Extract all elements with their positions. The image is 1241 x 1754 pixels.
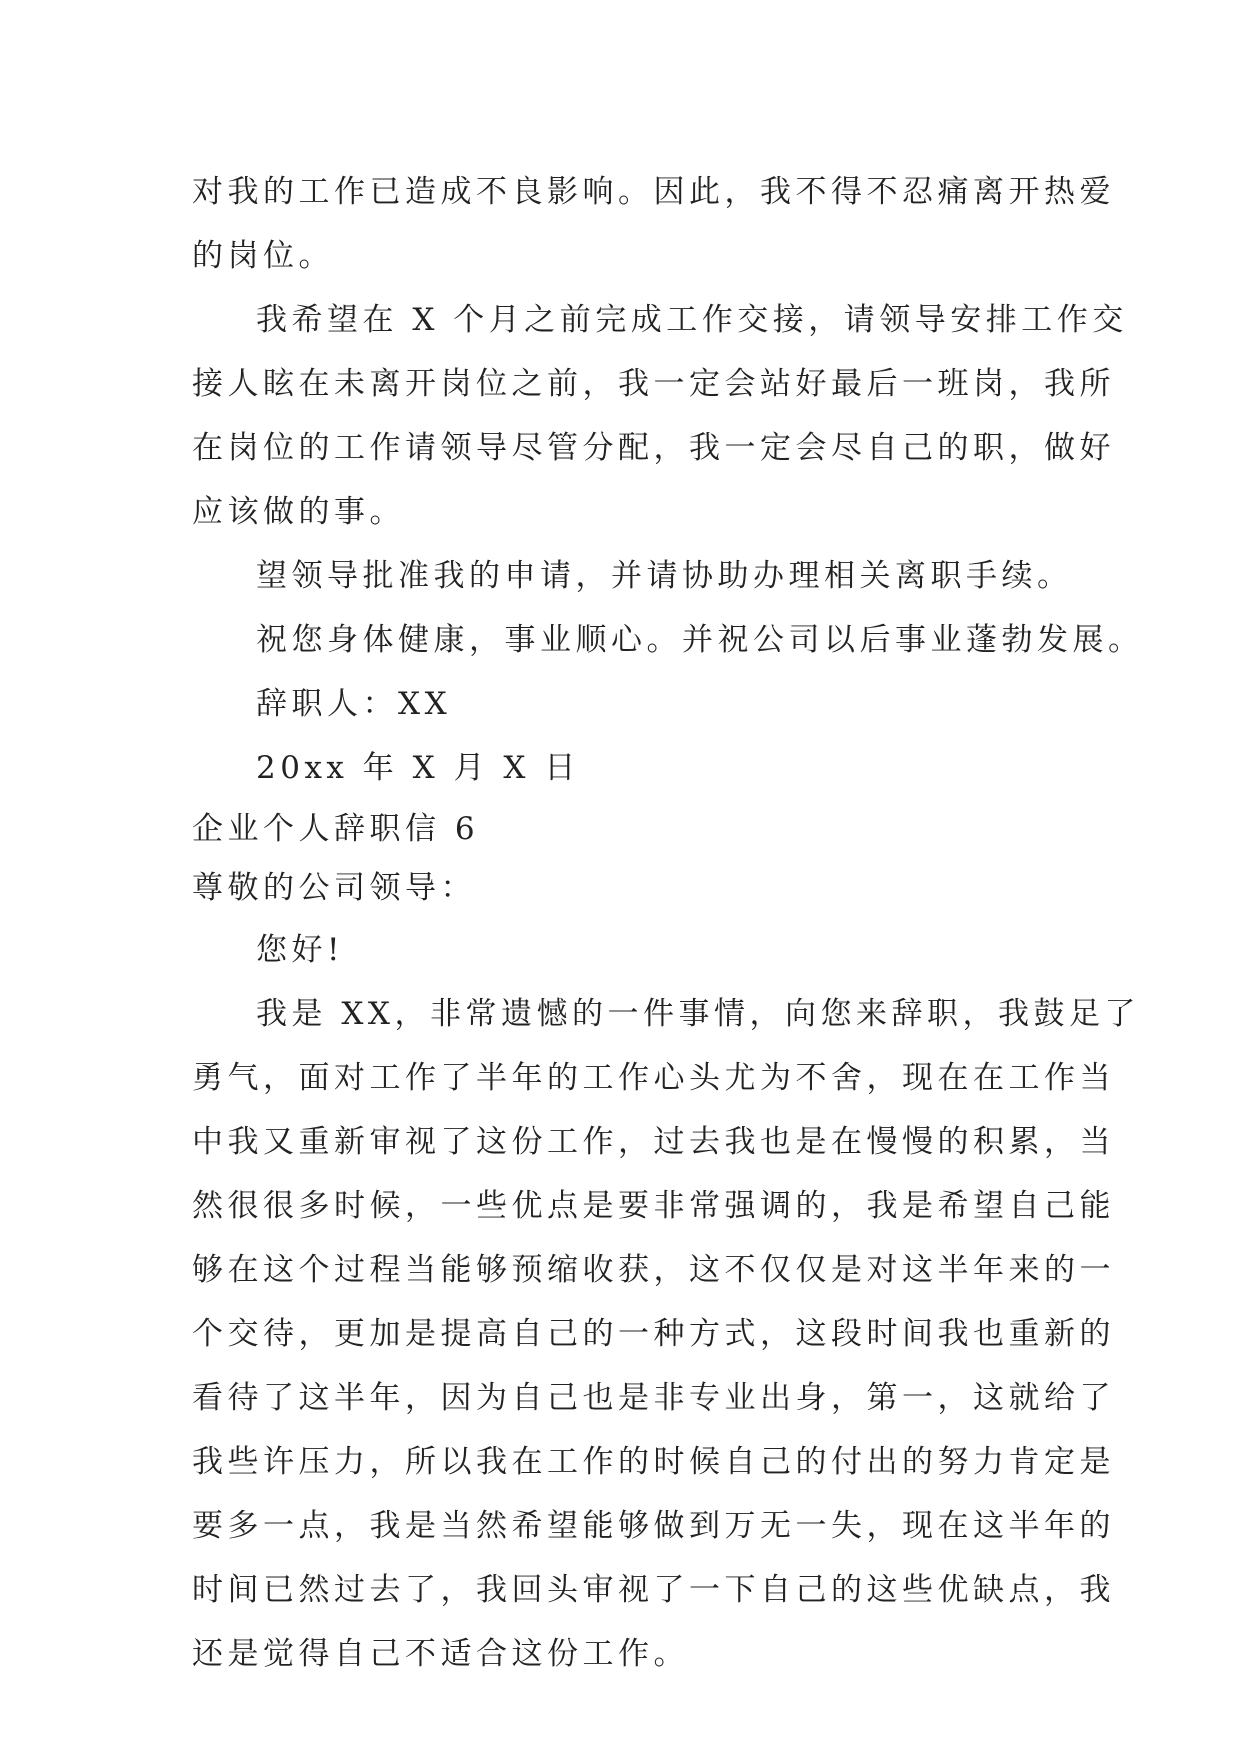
salutation: 尊敬的公司领导： [192,870,476,906]
paragraph-line: 够在这个过程当能够预缩收获，这不仅仅是对这半年来的一 [192,1252,1115,1288]
paragraph-line: 我些许压力，所以我在工作的时候自己的付出的努力肯定是 [192,1444,1115,1480]
paragraph-line: 然很很多时候，一些优点是要非常强调的，我是希望自己能 [192,1188,1115,1224]
paragraph-line: 接人眩在未离开岗位之前，我一定会站好最后一班岗，我所 [192,366,1115,402]
paragraph-line: 个交待，更加是提高自己的一种方式，这段时间我也重新的 [192,1316,1115,1352]
paragraph-line: 在岗位的工作请领导尽管分配，我一定会尽自己的职，做好 [192,430,1115,466]
paragraph-line: 要多一点，我是当然希望能够做到万无一失，现在这半年的 [192,1508,1115,1544]
greeting: 您好! [256,932,344,968]
paragraph-line: 我希望在 X 个月之前完成工作交接，请领导安排工作交 [256,302,1128,338]
paragraph-line: 祝您身体健康，事业顺心。并祝公司以后事业蓬勃发展。 [256,622,1144,658]
letter-body [192,160,1144,1686]
signature: 辞职人：XX [256,686,452,722]
paragraph-line: 应该做的事。 [192,494,405,530]
date: 20xx 年 X 月 X 日 [256,750,580,786]
paragraph-line: 中我又重新审视了这份工作，过去我也是在慢慢的积累，当 [192,1124,1115,1160]
section-title: 企业个人辞职信 6 [192,811,480,847]
paragraph-line: 看待了这半年，因为自己也是非专业出身，第一，这就给了 [192,1380,1115,1416]
paragraph-line: 勇气，面对工作了半年的工作心头尤为不舍，现在在工作当 [192,1060,1115,1096]
paragraph-line: 还是觉得自己不适合这份工作。 [192,1636,689,1672]
paragraph-line: 望领导批准我的申请，并请协助办理相关离职手续。 [256,558,1073,594]
paragraph-line: 对我的工作已造成不良影响。因此，我不得不忍痛离开热爱 [192,174,1115,210]
paragraph-line: 我是 XX，非常遗憾的一件事情，向您来辞职，我鼓足了 [256,996,1140,1032]
paragraph-line: 的岗位。 [192,238,334,274]
paragraph-line: 时间已然过去了，我回头审视了一下自己的这些优缺点，我 [192,1572,1115,1608]
